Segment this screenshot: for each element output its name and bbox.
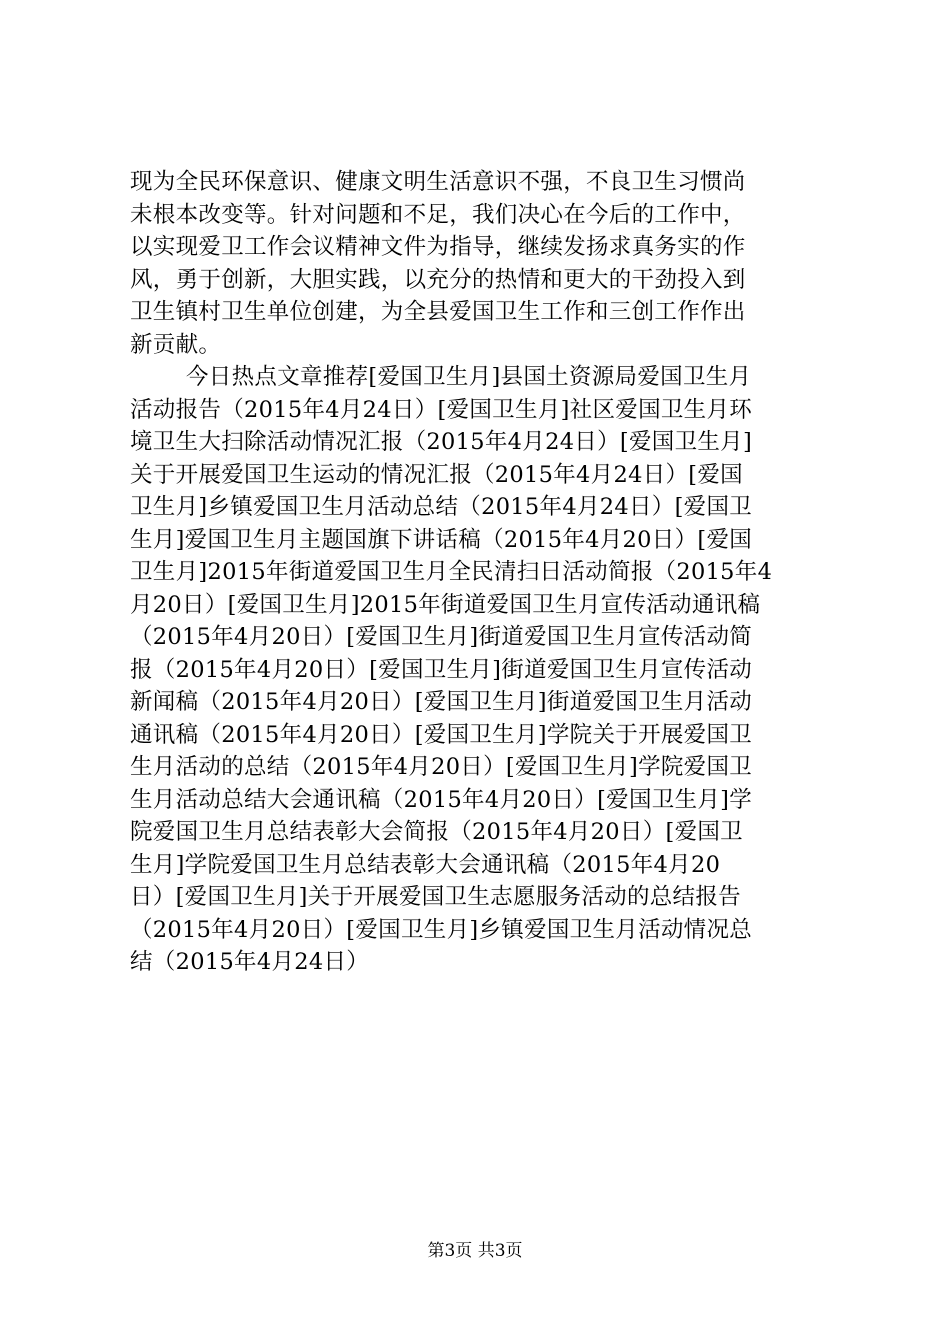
text-line: 日）[爱国卫生月]关于开展爱国卫生志愿服务活动的总结报告 — [130, 884, 741, 910]
text-line: 报（2015年4月20日）[爱国卫生月]街道爱国卫生月宣传活动 — [130, 656, 753, 683]
text-line: 现为全民环保意识、健康文明生活意识不强，不良卫生习惯尚 — [130, 169, 746, 195]
text-line: （2015年4月20日）[爱国卫生月]乡镇爱国卫生月活动情况总 — [130, 916, 753, 943]
text-line: 关于开展爱国卫生运动的情况汇报（2015年4月24日）[爱国 — [130, 461, 743, 488]
text-line: 生月活动总结大会通讯稿（2015年4月20日）[爱国卫生月]学 — [130, 786, 753, 813]
text-line: 通讯稿（2015年4月20日）[爱国卫生月]学院关于开展爱国卫 — [130, 721, 753, 748]
text-line: 月20日）[爱国卫生月]2015年街道爱国卫生月宣传活动通讯稿 — [130, 591, 761, 618]
text-line: 活动报告（2015年4月24日）[爱国卫生月]社区爱国卫生月环 — [130, 396, 753, 423]
text-line: 生月活动的总结（2015年4月20日）[爱国卫生月]学院爱国卫 — [130, 754, 753, 780]
text-line: 卫生月]乡镇爱国卫生月活动总结（2015年4月24日）[爱国卫 — [130, 494, 753, 520]
paragraph-1 — [130, 166, 828, 361]
text-line: 风，勇于创新，大胆实践，以充分的热情和更大的干劲投入到 — [130, 266, 746, 293]
text-line: （2015年4月20日）[爱国卫生月]街道爱国卫生月宣传活动简 — [130, 624, 753, 650]
text-line: 以实现爱卫工作会议精神文件为指导，继续发扬求真务实的作 — [130, 234, 746, 260]
text-line: 新闻稿（2015年4月20日）[爱国卫生月]街道爱国卫生月活动 — [130, 689, 753, 715]
text-line: 新贡献。 — [130, 331, 222, 358]
text-line: 卫生月]2015年街道爱国卫生月全民清扫日活动简报（2015年4 — [130, 559, 773, 585]
text-line: 境卫生大扫除活动情况汇报（2015年4月24日）[爱国卫生月] — [130, 429, 753, 455]
page-number-footer: 第3页 共3页 — [427, 1241, 523, 1261]
text-line: 今日热点文章推荐[爱国卫生月]县国土资源局爱国卫生月 — [186, 364, 752, 390]
text-line: 院爱国卫生月总结表彰大会简报（2015年4月20日）[爱国卫 — [130, 819, 743, 845]
paragraph-2 — [130, 361, 828, 979]
text-line: 卫生镇村卫生单位创建，为全县爱国卫生工作和三创工作作出 — [130, 299, 746, 325]
text-line: 结（2015年4月24日） — [130, 949, 370, 975]
text-line: 未根本改变等。针对问题和不足，我们决心在今后的工作中， — [130, 201, 746, 228]
text-line: 生月]学院爱国卫生月总结表彰大会通讯稿（2015年4月20 — [130, 851, 721, 878]
text-line: 生月]爱国卫生月主题国旗下讲话稿（2015年4月20日）[爱国 — [130, 526, 753, 553]
document-body — [130, 166, 828, 979]
